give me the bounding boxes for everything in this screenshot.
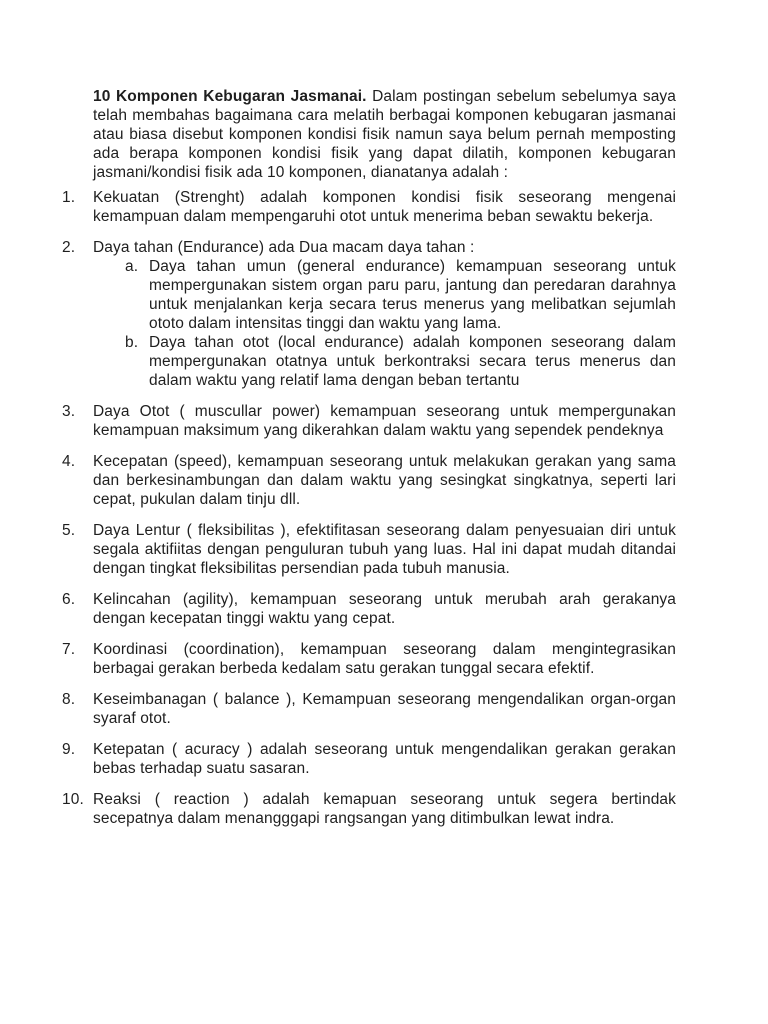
list-item-4-number: 4. [62,453,76,470]
list-item-2a [125,257,676,333]
list-item-1-text: Kekuatan (Strenght) adalah komponen kondisi fisik seseorang mengenai kemampuan dalam mempengaruhi otot untuk menerima beban sewaktu bekerja. [93,189,676,225]
list-item-9-text: Ketepatan ( acuracy ) adalah seseorang untuk mengendalikan gerakan gerakan bebas terhadap suatu sasaran. [93,741,676,777]
list-item-5 [62,521,676,578]
list-item-1 [62,188,676,226]
list-item-4 [62,452,676,509]
list-item-3-text: Daya Otot ( muscullar power) kemampuan seseorang untuk mempergunakan kemampuan maksimum yang dikerahkan dalam waktu yang sependek pendeknya [93,403,676,439]
intro-body: Dalam postingan sebelum sebelumya saya telah membahas bagaimana cara melatih berbagai komponen kebugaran jasmanai atau biasa disebut komponen kondisi fisik namun saya belum pernah memposting ada berapa komponen kondisi fisik yang dapat dilatih, komponen kebugaran jasmani/kondisi fisik ada 10 komponen, dianatanya adalah : [93,88,676,181]
list-item-8-text: Keseimbanagan ( balance ), Kemampuan seseorang mengendalikan organ-organ syaraf otot. [93,691,676,727]
list-item-9-number: 9. [62,741,76,758]
list-item-8-number: 8. [62,691,76,708]
list-item-10-number: 10. [62,791,84,808]
list-item-2-number: 2. [62,239,76,256]
list-item-6-number: 6. [62,591,76,608]
list-item-5-text: Daya Lentur ( fleksibilitas ), efektifitasan seseorang dalam penyesuaian diri untuk segala aktifiitas dengan penguluran tubuh yang luas. Hal ini dapat mudah ditandai dengan tingkat fleksibilitas persendian pada tubuh manusia. [93,522,676,577]
list-item-9 [62,740,676,778]
list-item-2b [125,333,676,390]
list-item-2 [62,238,676,390]
list-item-7-number: 7. [62,641,76,658]
list-item-1-number: 1. [62,189,76,206]
intro-title: 10 Komponen Kebugaran Jasmanai. [93,88,367,105]
list-item-6-text: Kelincahan (agility), kemampuan seseorang untuk merubah arah gerakanya dengan kecepatan tinggi waktu yang cepat. [93,591,676,627]
list-item-3-number: 3. [62,403,76,420]
list-item-7-text: Koordinasi (coordination), kemampuan seseorang dalam mengintegrasikan berbagai gerakan berbeda kedalam satu gerakan tunggal secara efektif. [93,641,676,677]
list-item-7 [62,640,676,678]
list-item-10 [62,790,676,828]
list-item-2-text: Daya tahan (Endurance) ada Dua macam daya tahan : [93,239,475,256]
list-item-6 [62,590,676,628]
list-item-4-text: Kecepatan (speed), kemampuan seseorang untuk melakukan gerakan yang sama dan berkesinambungan dan dalam waktu yang sesingkat singkatnya, seperti lari cepat, pukulan dalam tinju dll. [93,453,676,508]
list-item-2b-text: Daya tahan otot (local endurance) adalah komponen seseorang dalam mempergunakan otatnya untuk berkontraksi secara terus menerus dan dalam waktu yang relatif lama dengan beban tertantu [149,334,676,389]
document-content [62,87,676,828]
list-item-2a-letter: a. [125,258,139,275]
list-item-10-text: Reaksi ( reaction ) adalah kemapuan seseorang untuk segera bertindak secepatnya dalam menangggapi rangsangan yang ditimbulkan lewat indra. [93,791,676,827]
list-item-2b-letter: b. [125,334,139,351]
list-item-2a-text: Daya tahan umun (general endurance) kemampuan seseorang untuk mempergunakan sistem organ paru paru, jantung dan peredaran darahnya untuk menjalankan kerja secara terus menerus yang melibatkan sejumlah ototo dalam intensitas tinggi dan waktu yang lama. [149,258,676,332]
list-item-3 [62,402,676,440]
list-item-8 [62,690,676,728]
list-item-5-number: 5. [62,522,76,539]
intro-paragraph [93,87,676,182]
